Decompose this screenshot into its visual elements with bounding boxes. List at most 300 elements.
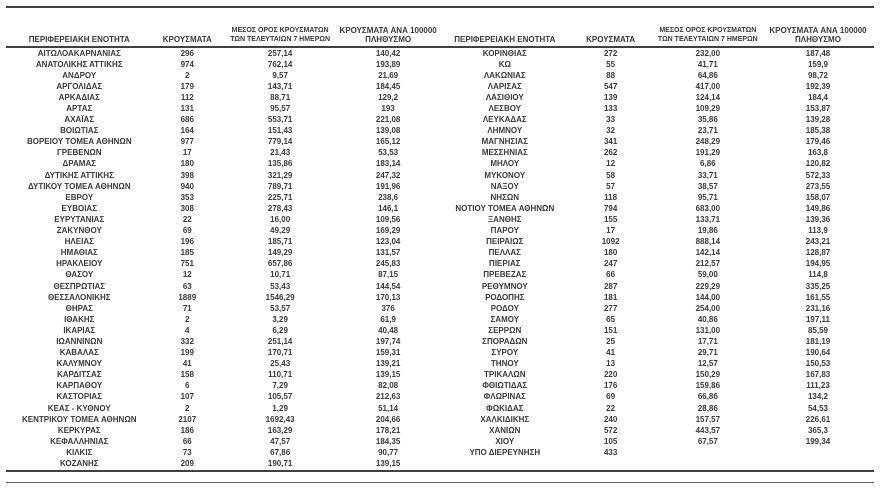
table-cell: 151 [603, 325, 618, 335]
table-row [8, 458, 440, 469]
right-table-body [440, 48, 872, 458]
table-cell: 13 [606, 359, 616, 369]
table-row [8, 159, 440, 170]
table-cell: 794 [603, 203, 618, 213]
table-cell: 57 [606, 181, 616, 191]
table-cell: ΗΛΕΙΑΣ [64, 237, 94, 247]
table-cell: ΝΑΞΟΥ [490, 181, 519, 191]
table-cell: 71 [182, 303, 192, 313]
table-row [440, 92, 872, 103]
table-cell: ΘΕΣΠΡΩΤΙΑΣ [53, 281, 106, 291]
table-cell: 6,29 [272, 325, 288, 335]
table-cell: 184,35 [375, 436, 401, 446]
table-cell: ΠΙΕΡΙΑΣ [489, 259, 521, 269]
table-cell: ΣΠΟΡΑΔΩΝ [482, 336, 528, 346]
table-row [440, 392, 872, 403]
table-cell: ΔΥΤΙΚΗΣ ΑΤΤΙΚΗΣ [44, 170, 114, 180]
table-cell: 225,71 [267, 192, 293, 202]
table-cell: 139 [603, 92, 618, 102]
table-cell: 185,71 [267, 237, 293, 247]
table-cell: ΦΛΩΡΙΝΑΣ [483, 392, 526, 402]
table-cell: 229,29 [695, 281, 721, 291]
table-cell: 226,61 [805, 414, 831, 424]
table-cell: 85,59 [807, 325, 828, 335]
table-cell: 199,34 [805, 436, 831, 446]
table-row [440, 447, 872, 458]
bottom-outer-rule [6, 482, 874, 483]
table-cell: 417,00 [695, 81, 721, 91]
column-header-region-label: ΠΕΡΙΦΕΡΕΙΑΚΗ ΕΝΟΤΗΤΑ [454, 35, 556, 44]
table-cell: 12 [606, 159, 616, 169]
table-cell: 64,86 [697, 70, 718, 80]
table-cell: ΕΒΡΟΥ [65, 192, 94, 202]
table-cell: 23,71 [697, 126, 718, 136]
table-cell: 192,39 [805, 81, 831, 91]
table-cell: ΡΟΔΟΠΗΣ [485, 292, 525, 302]
table-cell: ΧΙΟΥ [495, 436, 515, 446]
table-cell: 185,38 [805, 126, 831, 136]
table-row [440, 214, 872, 225]
table-cell: 144,54 [375, 281, 401, 291]
table-cell: 247 [603, 259, 618, 269]
table-cell: ΚΑΛΥΜΝΟΥ [56, 359, 102, 369]
column-header-per100k [336, 26, 440, 46]
table-cell: 277 [603, 303, 618, 313]
table-cell: 38,57 [697, 181, 718, 191]
table-cell: 17 [606, 226, 616, 236]
table-row [440, 126, 872, 137]
table-cell: 133 [603, 104, 618, 114]
table-row [8, 248, 440, 259]
table-cell: 41 [182, 359, 192, 369]
table-cell: 88,71 [270, 92, 291, 102]
table-cell: 9,57 [272, 70, 288, 80]
column-header-cases-label: ΚΡΟΥΣΜΑΤΑ [586, 35, 636, 44]
table-cell: 142,14 [695, 248, 721, 258]
table-cell: 197,74 [375, 336, 401, 346]
table-cell: 40,48 [378, 325, 399, 335]
table-row [440, 59, 872, 70]
table-cell: 2 [185, 70, 190, 80]
table-row [8, 359, 440, 370]
table-cell: 191,96 [375, 181, 401, 191]
table-cell: 332 [180, 336, 194, 346]
table-cell: 190,71 [267, 459, 293, 469]
left-cases-table [8, 8, 440, 470]
table-cell: ΙΚΑΡΙΑΣ [63, 325, 96, 335]
table-cell: ΛΑΣΙΘΙΟΥ [485, 92, 524, 102]
table-cell: 940 [180, 181, 194, 191]
table-row [440, 81, 872, 92]
table-cell: 41,71 [697, 59, 718, 69]
table-cell: 547 [603, 81, 618, 91]
table-cell: 209 [180, 459, 194, 469]
column-header-per100k-line2: ΠΛΗΘΥΣΜΟ [795, 35, 841, 44]
table-cell: 17 [182, 148, 192, 158]
table-row [440, 359, 872, 370]
table-cell: 63 [182, 281, 192, 291]
table-cell: ΚΑΡΠΑΘΟΥ [56, 381, 103, 391]
table-row [440, 259, 872, 270]
table-cell: 683,00 [695, 203, 721, 213]
table-cell: ΣΑΜΟΥ [490, 314, 520, 324]
table-cell: 158 [180, 370, 194, 380]
table-row [8, 170, 440, 181]
table-cell: 183,14 [375, 159, 401, 169]
table-cell: 262 [603, 148, 618, 158]
table-cell: ΗΡΑΚΛΕΙΟΥ [56, 259, 103, 269]
table-cell: ΕΥΡΥΤΑΝΙΑΣ [54, 214, 105, 224]
table-cell: ΚΙΛΚΙΣ [66, 447, 93, 457]
table-cell: 114,8 [808, 270, 828, 280]
table-cell: 365,3 [807, 425, 828, 435]
table-cell: 21,43 [270, 148, 291, 158]
table-row [440, 403, 872, 414]
table-cell: 129,2 [378, 92, 399, 102]
cases-table-content [8, 8, 872, 470]
right-table-header [440, 8, 872, 46]
table-cell: 128,87 [805, 248, 831, 258]
table-cell: 105,57 [267, 392, 293, 402]
table-cell: ΘΗΡΑΣ [65, 303, 93, 313]
table-cell: 553,71 [267, 115, 293, 125]
table-row [8, 126, 440, 137]
table-cell: 69 [606, 392, 616, 402]
table-cell: 186 [180, 425, 194, 435]
table-cell: ΘΑΣΟΥ [65, 270, 94, 280]
table-cell: 196 [180, 237, 194, 247]
table-cell: 398 [180, 170, 194, 180]
table-row [440, 325, 872, 336]
table-row [8, 314, 440, 325]
table-cell: 41 [606, 348, 616, 358]
table-row [8, 137, 440, 148]
table-row [8, 392, 440, 403]
column-header-avg7 [652, 26, 764, 46]
table-cell: 977 [180, 137, 194, 147]
table-cell: 139,15 [375, 459, 401, 469]
table-cell: 433 [603, 447, 618, 457]
table-cell: ΚΕΑΣ - ΚΥΘΝΟΥ [47, 403, 111, 413]
table-row [440, 192, 872, 203]
table-cell: ΚΟΡΙΝΘΙΑΣ [482, 48, 527, 58]
table-row [8, 70, 440, 81]
left-table-header [8, 8, 440, 46]
table-cell: 105 [603, 436, 618, 446]
table-cell: ΚΕΦΑΛΛΗΝΙΑΣ [50, 436, 109, 446]
table-cell: ΦΩΚΙΔΑΣ [486, 403, 524, 413]
table-cell: 123,04 [375, 237, 401, 247]
table-row [8, 192, 440, 203]
table-cell: 98,72 [807, 70, 828, 80]
table-cell: 163,8 [807, 148, 828, 158]
table-row [440, 314, 872, 325]
table-cell: 90,77 [378, 447, 399, 457]
table-cell: 221,08 [375, 115, 401, 125]
table-row [440, 281, 872, 292]
table-cell: 134,2 [807, 392, 828, 402]
table-cell: ΙΘΑΚΗΣ [64, 314, 95, 324]
table-cell: 53,53 [378, 148, 399, 158]
table-row [440, 137, 872, 148]
table-row [8, 48, 440, 59]
table-cell: 572,33 [805, 170, 831, 180]
table-cell: 135,86 [267, 159, 293, 169]
column-header-cases [151, 35, 224, 46]
table-cell: 296 [180, 48, 194, 58]
table-cell: 159,31 [375, 348, 401, 358]
table-cell: ΡΟΔΟΥ [490, 303, 519, 313]
column-header-avg7-line1: ΜΕΣΟΣ ΟΡΟΣ ΚΡΟΥΣΜΑΤΩΝ [231, 27, 329, 34]
table-row [440, 292, 872, 303]
table-cell: 308 [180, 203, 194, 213]
table-cell: 789,71 [267, 181, 293, 191]
column-header-per100k-line2: ΠΛΗΘΥΣΜΟ [365, 35, 412, 44]
table-cell: 67,86 [270, 447, 291, 457]
table-cell: ΛΑΡΙΣΑΣ [487, 81, 522, 91]
table-cell: 3,29 [272, 314, 288, 324]
table-row [8, 81, 440, 92]
table-cell: 107 [180, 392, 194, 402]
table-cell: 212,63 [375, 392, 401, 402]
table-row [8, 92, 440, 103]
table-cell: 32 [606, 126, 616, 136]
left-table-body [8, 48, 440, 470]
table-cell: 220 [603, 370, 618, 380]
table-cell: 341 [603, 137, 618, 147]
column-header-avg7-line2: ΤΩΝ ΤΕΛΕΥΤΑΙΩΝ 7 ΗΜΕΡΩΝ [657, 36, 758, 43]
table-row [8, 203, 440, 214]
table-cell: 572 [603, 425, 618, 435]
table-cell: ΔΡΑΜΑΣ [62, 159, 97, 169]
table-row [440, 48, 872, 59]
table-cell: 59,00 [697, 270, 718, 280]
table-cell: 180 [180, 159, 194, 169]
table-row [440, 226, 872, 237]
table-row [8, 270, 440, 281]
table-cell: 1092 [601, 237, 620, 247]
table-cell: ΑΝΑΤΟΛΙΚΗΣ ΑΤΤΙΚΗΣ [35, 59, 123, 69]
table-cell: 19,86 [697, 226, 718, 236]
table-row [440, 181, 872, 192]
table-cell: ΚΕΡΚΥΡΑΣ [57, 425, 101, 435]
table-cell: 139,15 [375, 370, 401, 380]
table-row [8, 381, 440, 392]
table-cell: 187,48 [805, 48, 831, 58]
table-row [8, 414, 440, 425]
table-row [8, 336, 440, 347]
table-cell: 22 [606, 403, 616, 413]
table-cell: 278,43 [267, 203, 293, 213]
table-cell: 153,87 [805, 104, 831, 114]
table-cell: 109,29 [695, 104, 721, 114]
table-cell: 47,57 [270, 436, 291, 446]
table-cell: 17,71 [697, 336, 718, 346]
table-cell: 146,1 [378, 203, 399, 213]
table-cell: 4 [185, 325, 190, 335]
table-row [8, 292, 440, 303]
table-cell: ΤΗΝΟΥ [490, 359, 519, 369]
bottom-rule [6, 470, 874, 472]
table-cell: 181 [603, 292, 618, 302]
table-cell: 12,57 [697, 359, 718, 369]
table-cell: ΡΕΘΥΜΝΟΥ [481, 281, 528, 291]
table-cell: 51,14 [378, 403, 399, 413]
table-row [440, 203, 872, 214]
table-cell: 157,57 [695, 414, 721, 424]
table-cell: 73 [182, 447, 192, 457]
table-cell: ΑΡΚΑΔΙΑΣ [58, 92, 100, 102]
table-cell: 25 [606, 336, 616, 346]
table-cell: 61,9 [380, 314, 396, 324]
table-cell: 6 [185, 381, 190, 391]
table-cell: 54,53 [807, 403, 828, 413]
table-cell: 159,9 [807, 59, 828, 69]
table-cell: ΚΑΣΤΟΡΙΑΣ [56, 392, 102, 402]
table-cell: 131,00 [695, 325, 721, 335]
table-cell: ΦΘΙΩΤΙΔΑΣ [482, 381, 528, 391]
table-row [440, 348, 872, 359]
table-row [440, 336, 872, 347]
table-row [8, 148, 440, 159]
table-cell: 751 [180, 259, 194, 269]
table-cell: 110,71 [268, 370, 293, 380]
column-header-avg7 [224, 26, 336, 46]
table-cell: 66 [182, 436, 192, 446]
table-cell: 29,71 [697, 348, 718, 358]
table-cell: 779,14 [267, 137, 293, 147]
table-cell: 231,16 [805, 303, 831, 313]
table-cell: 22 [182, 214, 192, 224]
table-row [440, 425, 872, 436]
table-cell: ΝΗΣΩΝ [490, 192, 520, 202]
table-cell: 180 [603, 248, 618, 258]
table-cell: ΠΕΛΛΑΣ [488, 248, 521, 258]
table-cell: ΜΥΚΟΝΟΥ [484, 170, 526, 180]
table-cell: 212,57 [695, 259, 721, 269]
table-cell: ΔΥΤΙΚΟΥ ΤΟΜΕΑ ΑΘΗΝΩΝ [27, 181, 131, 191]
table-row [8, 115, 440, 126]
table-row [440, 248, 872, 259]
table-cell: ΗΜΑΘΙΑΣ [60, 248, 98, 258]
table-cell: 974 [180, 59, 194, 69]
table-cell: ΝΟΤΙΟΥ ΤΟΜΕΑ ΑΘΗΝΩΝ [455, 203, 555, 213]
table-cell: 1546,29 [265, 292, 295, 302]
table-cell: 193,89 [375, 59, 401, 69]
table-cell: 184,45 [375, 81, 401, 91]
table-row [8, 59, 440, 70]
table-cell: 243,21 [805, 237, 831, 247]
table-cell: ΚΟΖΑΝΗΣ [59, 459, 99, 469]
column-header-region-label: ΠΕΡΙΦΕΡΕΙΑΚΗ ΕΝΟΤΗΤΑ [28, 35, 130, 44]
table-row [440, 303, 872, 314]
table-cell: 149,29 [267, 248, 293, 258]
table-cell: 169,29 [375, 226, 401, 236]
table-cell: 167,83 [805, 370, 831, 380]
table-row [440, 115, 872, 126]
table-cell: 7,29 [272, 381, 288, 391]
table-cell: ΞΑΝΘΗΣ [488, 214, 522, 224]
column-header-per100k-line1: ΚΡΟΥΣΜΑΤΑ ΑΝΑ 100000 [769, 26, 867, 35]
table-cell: 273,55 [805, 181, 831, 191]
table-cell: 353 [180, 192, 194, 202]
right-cases-table [440, 8, 872, 470]
table-cell: 170,13 [375, 292, 401, 302]
table-cell: 164 [180, 126, 194, 136]
table-cell: 131,57 [375, 248, 401, 258]
table-cell: 686 [180, 115, 194, 125]
table-cell: 251,14 [267, 336, 293, 346]
table-row [440, 103, 872, 114]
table-cell: ΣΥΡΟΥ [491, 348, 519, 358]
table-cell: ΕΥΒΟΙΑΣ [61, 203, 98, 213]
table-row [440, 414, 872, 425]
table-cell: 140,42 [375, 48, 401, 58]
table-cell: 194,95 [805, 259, 831, 269]
table-cell: ΣΕΡΡΩΝ [488, 325, 522, 335]
table-cell: ΘΕΣΣΑΛΟΝΙΚΗΣ [47, 292, 111, 302]
table-cell: ΑΡΓΟΛΙΔΑΣ [56, 81, 103, 91]
column-header-cases [570, 35, 652, 46]
table-cell: 2 [185, 403, 190, 413]
column-header-avg7-line1: ΜΕΣΟΣ ΟΡΟΣ ΚΡΟΥΣΜΑΤΩΝ [659, 27, 757, 34]
table-cell: 139,28 [805, 115, 831, 125]
table-cell: 10,71 [270, 270, 291, 280]
table-cell: 12 [182, 270, 192, 280]
table-cell: 247,32 [375, 170, 401, 180]
column-header-per100k [764, 26, 872, 46]
table-cell: ΓΡΕΒΕΝΩΝ [56, 148, 102, 158]
table-cell: 49,29 [270, 226, 291, 236]
table-cell: ΛΗΜΝΟΥ [487, 126, 523, 136]
table-row [8, 447, 440, 458]
table-cell: 165,12 [375, 137, 401, 147]
table-cell: ΒΟΡΕΙΟΥ ΤΟΜΕΑ ΑΘΗΝΩΝ [26, 137, 132, 147]
table-cell: 144,00 [695, 292, 721, 302]
table-cell: 888,14 [695, 237, 721, 247]
table-cell: 181,19 [805, 336, 831, 346]
table-cell: 1692,43 [265, 414, 295, 424]
table-cell: 113,9 [808, 226, 828, 236]
table-cell: 109,56 [375, 214, 401, 224]
table-row [8, 281, 440, 292]
table-cell: 762,14 [267, 59, 293, 69]
table-cell: 161,55 [805, 292, 831, 302]
column-header-region [8, 35, 151, 46]
table-cell: ΠΕΙΡΑΙΩΣ [486, 237, 524, 247]
table-row [440, 170, 872, 181]
table-cell: 254,00 [695, 303, 721, 313]
table-cell: 1889 [178, 292, 197, 302]
table-cell: 287 [603, 281, 618, 291]
table-cell: 67,57 [697, 436, 718, 446]
table-cell: ΒΟΙΩΤΙΑΣ [60, 126, 99, 136]
table-cell: ΑΝΔΡΟΥ [62, 70, 97, 80]
table-cell: 120,82 [805, 159, 831, 169]
table-cell: ΚΩ [498, 59, 511, 69]
table-cell: 33 [606, 115, 616, 125]
table-row [8, 436, 440, 447]
table-row [8, 370, 440, 381]
table-cell: 179,46 [805, 137, 831, 147]
table-cell: 143,71 [267, 81, 293, 91]
table-cell: 25,43 [270, 359, 291, 369]
table-cell: ΛΕΣΒΟΥ [488, 104, 522, 114]
table-cell: ΜΕΣΣΗΝΙΑΣ [481, 148, 528, 158]
table-cell: 82,08 [378, 381, 399, 391]
table-cell: ΖΑΚΥΝΘΟΥ [56, 226, 102, 236]
column-header-avg7-line2: ΤΩΝ ΤΕΛΕΥΤΑΙΩΝ 7 ΗΜΕΡΩΝ [230, 36, 331, 43]
